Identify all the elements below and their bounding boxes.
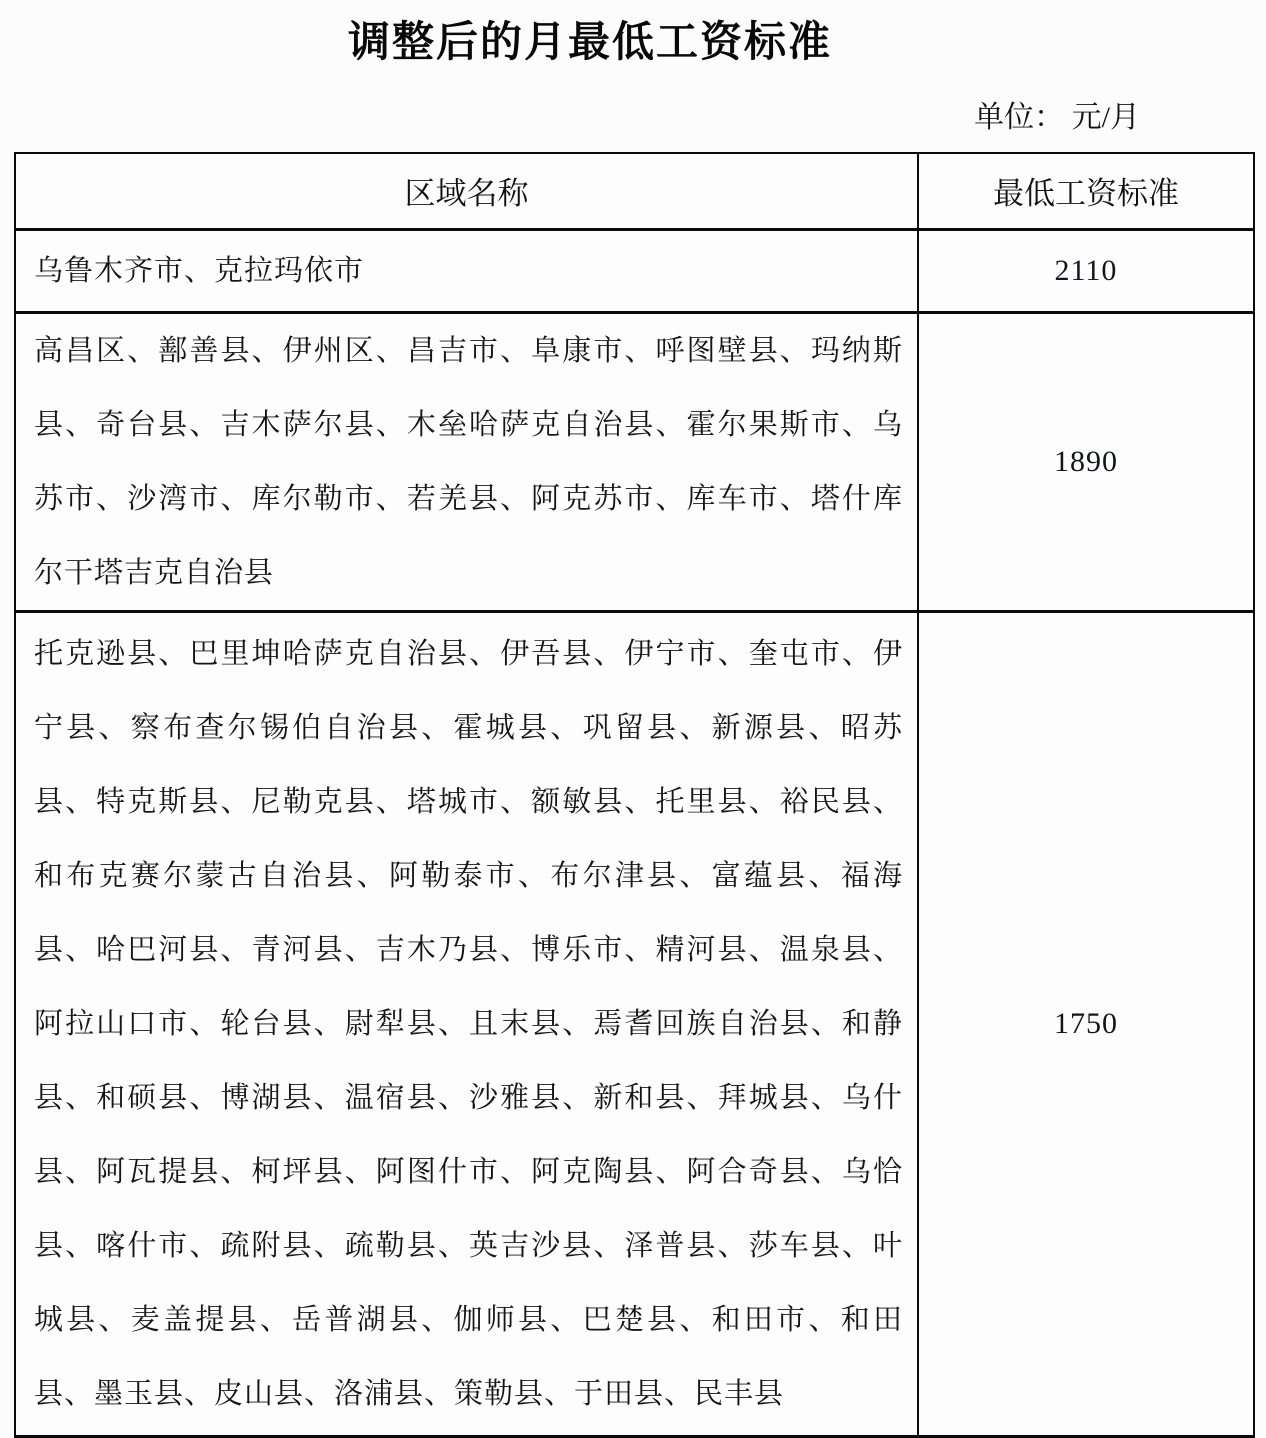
region-list-tier1: 乌鲁木齐市、克拉玛依市 xyxy=(15,229,918,312)
table-row xyxy=(15,611,1254,1436)
column-header-minimum-wage: 最低工资标准 xyxy=(918,153,1254,229)
wage-value-tier2: 1890 xyxy=(918,312,1254,611)
column-header-region-name: 区域名称 xyxy=(15,153,918,229)
table-row xyxy=(15,312,1254,611)
unit-label: 单位： 元/月 xyxy=(974,101,1140,134)
region-list-tier2: 高昌区、鄯善县、伊州区、昌吉市、阜康市、呼图壁县、玛纳斯县、奇台县、吉木萨尔县、木垒哈萨克自治县、霍尔果斯市、乌苏市、沙湾市、库尔勒市、若羌县、阿克苏市、库车市、塔什库尔干塔吉克自治县 xyxy=(15,312,918,611)
region-list-tier3: 托克逊县、巴里坤哈萨克自治县、伊吾县、伊宁市、奎屯市、伊宁县、察布查尔锡伯自治县、霍城县、巩留县、新源县、昭苏县、特克斯县、尼勒克县、塔城市、额敏县、托里县、裕民县、和布克赛尔蒙古自治县、阿勒泰市、布尔津县、富蕴县、福海县、哈巴河县、青河县、吉木乃县、博乐市、精河县、温泉县、阿拉山口市、轮台县、尉犁县、且末县、焉耆回族自治县、和静县、和硕县、博湖县、温宿县、沙雅县、新和县、拜城县、乌什县、阿瓦提县、柯坪县、阿图什市、阿克陶县、阿合奇县、乌恰县、喀什市、疏附县、疏勒县、英吉沙县、泽普县、莎车县、叶城县、麦盖提县、岳普湖县、伽师县、巴楚县、和田市、和田县、墨玉县、皮山县、洛浦县、策勒县、于田县、民丰县 xyxy=(15,611,918,1436)
table-header-row xyxy=(15,153,1254,229)
table-row xyxy=(15,229,1254,312)
document-title: 调整后的月最低工资标准 xyxy=(347,20,832,66)
minimum-wage-table xyxy=(14,152,1255,1438)
wage-value-tier3: 1750 xyxy=(918,611,1254,1436)
wage-value-tier1: 2110 xyxy=(918,229,1254,312)
